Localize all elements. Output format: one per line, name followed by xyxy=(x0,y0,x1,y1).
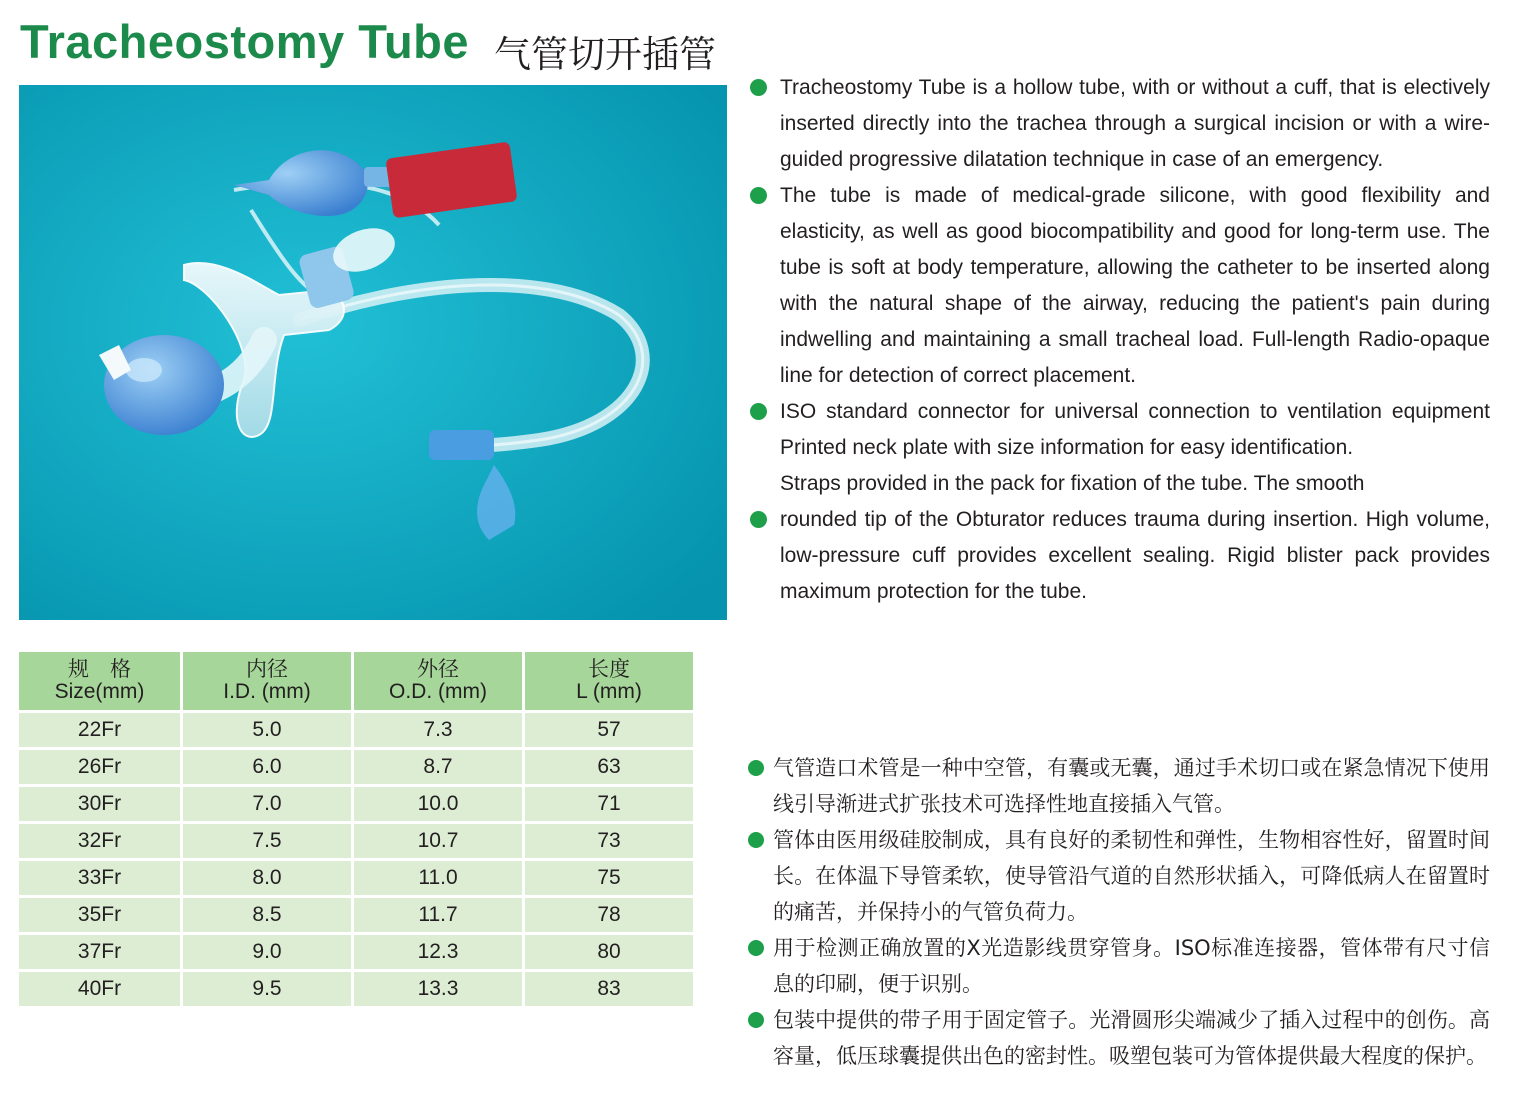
tracheostomy-tube-photo xyxy=(19,85,727,620)
bullet-dot-icon xyxy=(748,760,764,776)
list-item xyxy=(748,1002,1490,1074)
list-item-text: The tube is made of medical-grade silicone, with good flexibility and elasticity, as well as good biocompatibility and good for long-term use. The tube is soft at body temperature, allowing the catheter to be inserted along with the natural shape of the airway, reducing the patient's pain during indwelling and maintaining a small tracheal load. Full-length Radio-opaque line for detection of correct placement. xyxy=(780,184,1490,387)
cell-size: 26Fr xyxy=(19,750,180,784)
cell-od: 11.7 xyxy=(354,898,522,932)
list-item xyxy=(750,178,1490,394)
table-row xyxy=(19,898,693,932)
list-item xyxy=(748,750,1490,822)
title-english: Tracheostomy Tube xyxy=(20,15,470,68)
cell-size: 35Fr xyxy=(19,898,180,932)
cell-size: 33Fr xyxy=(19,861,180,895)
table-row xyxy=(19,750,693,784)
header-outer-diameter: 外径 O.D. (mm) xyxy=(354,652,522,710)
cell-id: 8.5 xyxy=(183,898,351,932)
cell-length: 75 xyxy=(525,861,693,895)
cell-length: 78 xyxy=(525,898,693,932)
header-length: 长度 L (mm) xyxy=(525,652,693,710)
bullet-dot-icon xyxy=(748,940,764,956)
list-item xyxy=(750,502,1490,610)
cell-id: 9.0 xyxy=(183,935,351,969)
list-item-text: 气管造口术管是一种中空管，有囊或无囊，通过手术切口或在紧急情况下使用线引导渐进式扩张技术可选择性地直接插入气管。 xyxy=(773,756,1490,816)
list-item xyxy=(750,394,1490,502)
bullet-dot-icon xyxy=(750,79,767,96)
cell-id: 8.0 xyxy=(183,861,351,895)
table-row xyxy=(19,861,693,895)
cell-od: 13.3 xyxy=(354,972,522,1006)
list-item-text: 用于检测正确放置的X光造影线贯穿管身。ISO标准连接器，管体带有尺寸信息的印刷，便于识别。 xyxy=(773,936,1490,996)
list-item-text: ISO standard connector for universal connection to ventilation equipment Printed neck plate with size information for easy identification. xyxy=(780,400,1490,459)
cell-length: 73 xyxy=(525,824,693,858)
spec-table xyxy=(16,649,696,1009)
header-size: 规 格 Size(mm) xyxy=(19,652,180,710)
list-item xyxy=(750,70,1490,178)
cell-id: 9.5 xyxy=(183,972,351,1006)
cell-length: 57 xyxy=(525,713,693,747)
cell-size: 22Fr xyxy=(19,713,180,747)
cell-od: 12.3 xyxy=(354,935,522,969)
cell-od: 8.7 xyxy=(354,750,522,784)
cell-size: 37Fr xyxy=(19,935,180,969)
cell-od: 11.0 xyxy=(354,861,522,895)
bullet-dot-icon xyxy=(750,403,767,420)
table-row xyxy=(19,713,693,747)
list-item-continuation: Straps provided in the pack for fixation of the tube. The smooth xyxy=(780,472,1365,495)
table-header-row xyxy=(19,652,693,710)
cell-id: 6.0 xyxy=(183,750,351,784)
bullet-dot-icon xyxy=(750,187,767,204)
cell-od: 7.3 xyxy=(354,713,522,747)
cell-length: 83 xyxy=(525,972,693,1006)
table-row xyxy=(19,787,693,821)
list-item-text: Tracheostomy Tube is a hollow tube, with or without a cuff, that is electively inserted directly into the trachea through a surgical incision or with a wire-guided progressive dilatation technique in case of an emergency. xyxy=(780,76,1490,171)
cell-od: 10.0 xyxy=(354,787,522,821)
list-item-text: 包装中提供的带子用于固定管子。光滑圆形尖端减少了插入过程中的创伤。高容量，低压球囊提供出色的密封性。吸塑包装可为管体提供最大程度的保护。 xyxy=(773,1008,1490,1068)
cell-size: 32Fr xyxy=(19,824,180,858)
tracheostomy-tube-icon xyxy=(19,85,727,620)
cell-id: 7.0 xyxy=(183,787,351,821)
header-inner-diameter: 内径 I.D. (mm) xyxy=(183,652,351,710)
cell-length: 63 xyxy=(525,750,693,784)
table-row xyxy=(19,935,693,969)
bullet-dot-icon xyxy=(750,511,767,528)
cell-id: 7.5 xyxy=(183,824,351,858)
list-item-text: rounded tip of the Obturator reduces trauma during insertion. High volume, low-pressure cuff provides excellent sealing. Rigid blister pack provides maximum protection for the tube. xyxy=(780,508,1490,603)
cell-size: 40Fr xyxy=(19,972,180,1006)
cell-length: 71 xyxy=(525,787,693,821)
chinese-description-list xyxy=(748,750,1490,1074)
table-row xyxy=(19,824,693,858)
bullet-dot-icon xyxy=(748,1012,764,1028)
list-item xyxy=(748,930,1490,1002)
cell-id: 5.0 xyxy=(183,713,351,747)
bullet-dot-icon xyxy=(748,832,764,848)
table-row xyxy=(19,972,693,1006)
cell-od: 10.7 xyxy=(354,824,522,858)
english-description-list xyxy=(750,70,1490,610)
cell-length: 80 xyxy=(525,935,693,969)
cell-size: 30Fr xyxy=(19,787,180,821)
list-item-text: 管体由医用级硅胶制成，具有良好的柔韧性和弹性，生物相容性好，留置时间长。在体温下导管柔软，使导管沿气道的自然形状插入，可降低病人在留置时的痛苦，并保持小的气管负荷力。 xyxy=(773,828,1490,924)
title-chinese: 气管切开插管 xyxy=(494,33,716,76)
list-item xyxy=(748,822,1490,930)
